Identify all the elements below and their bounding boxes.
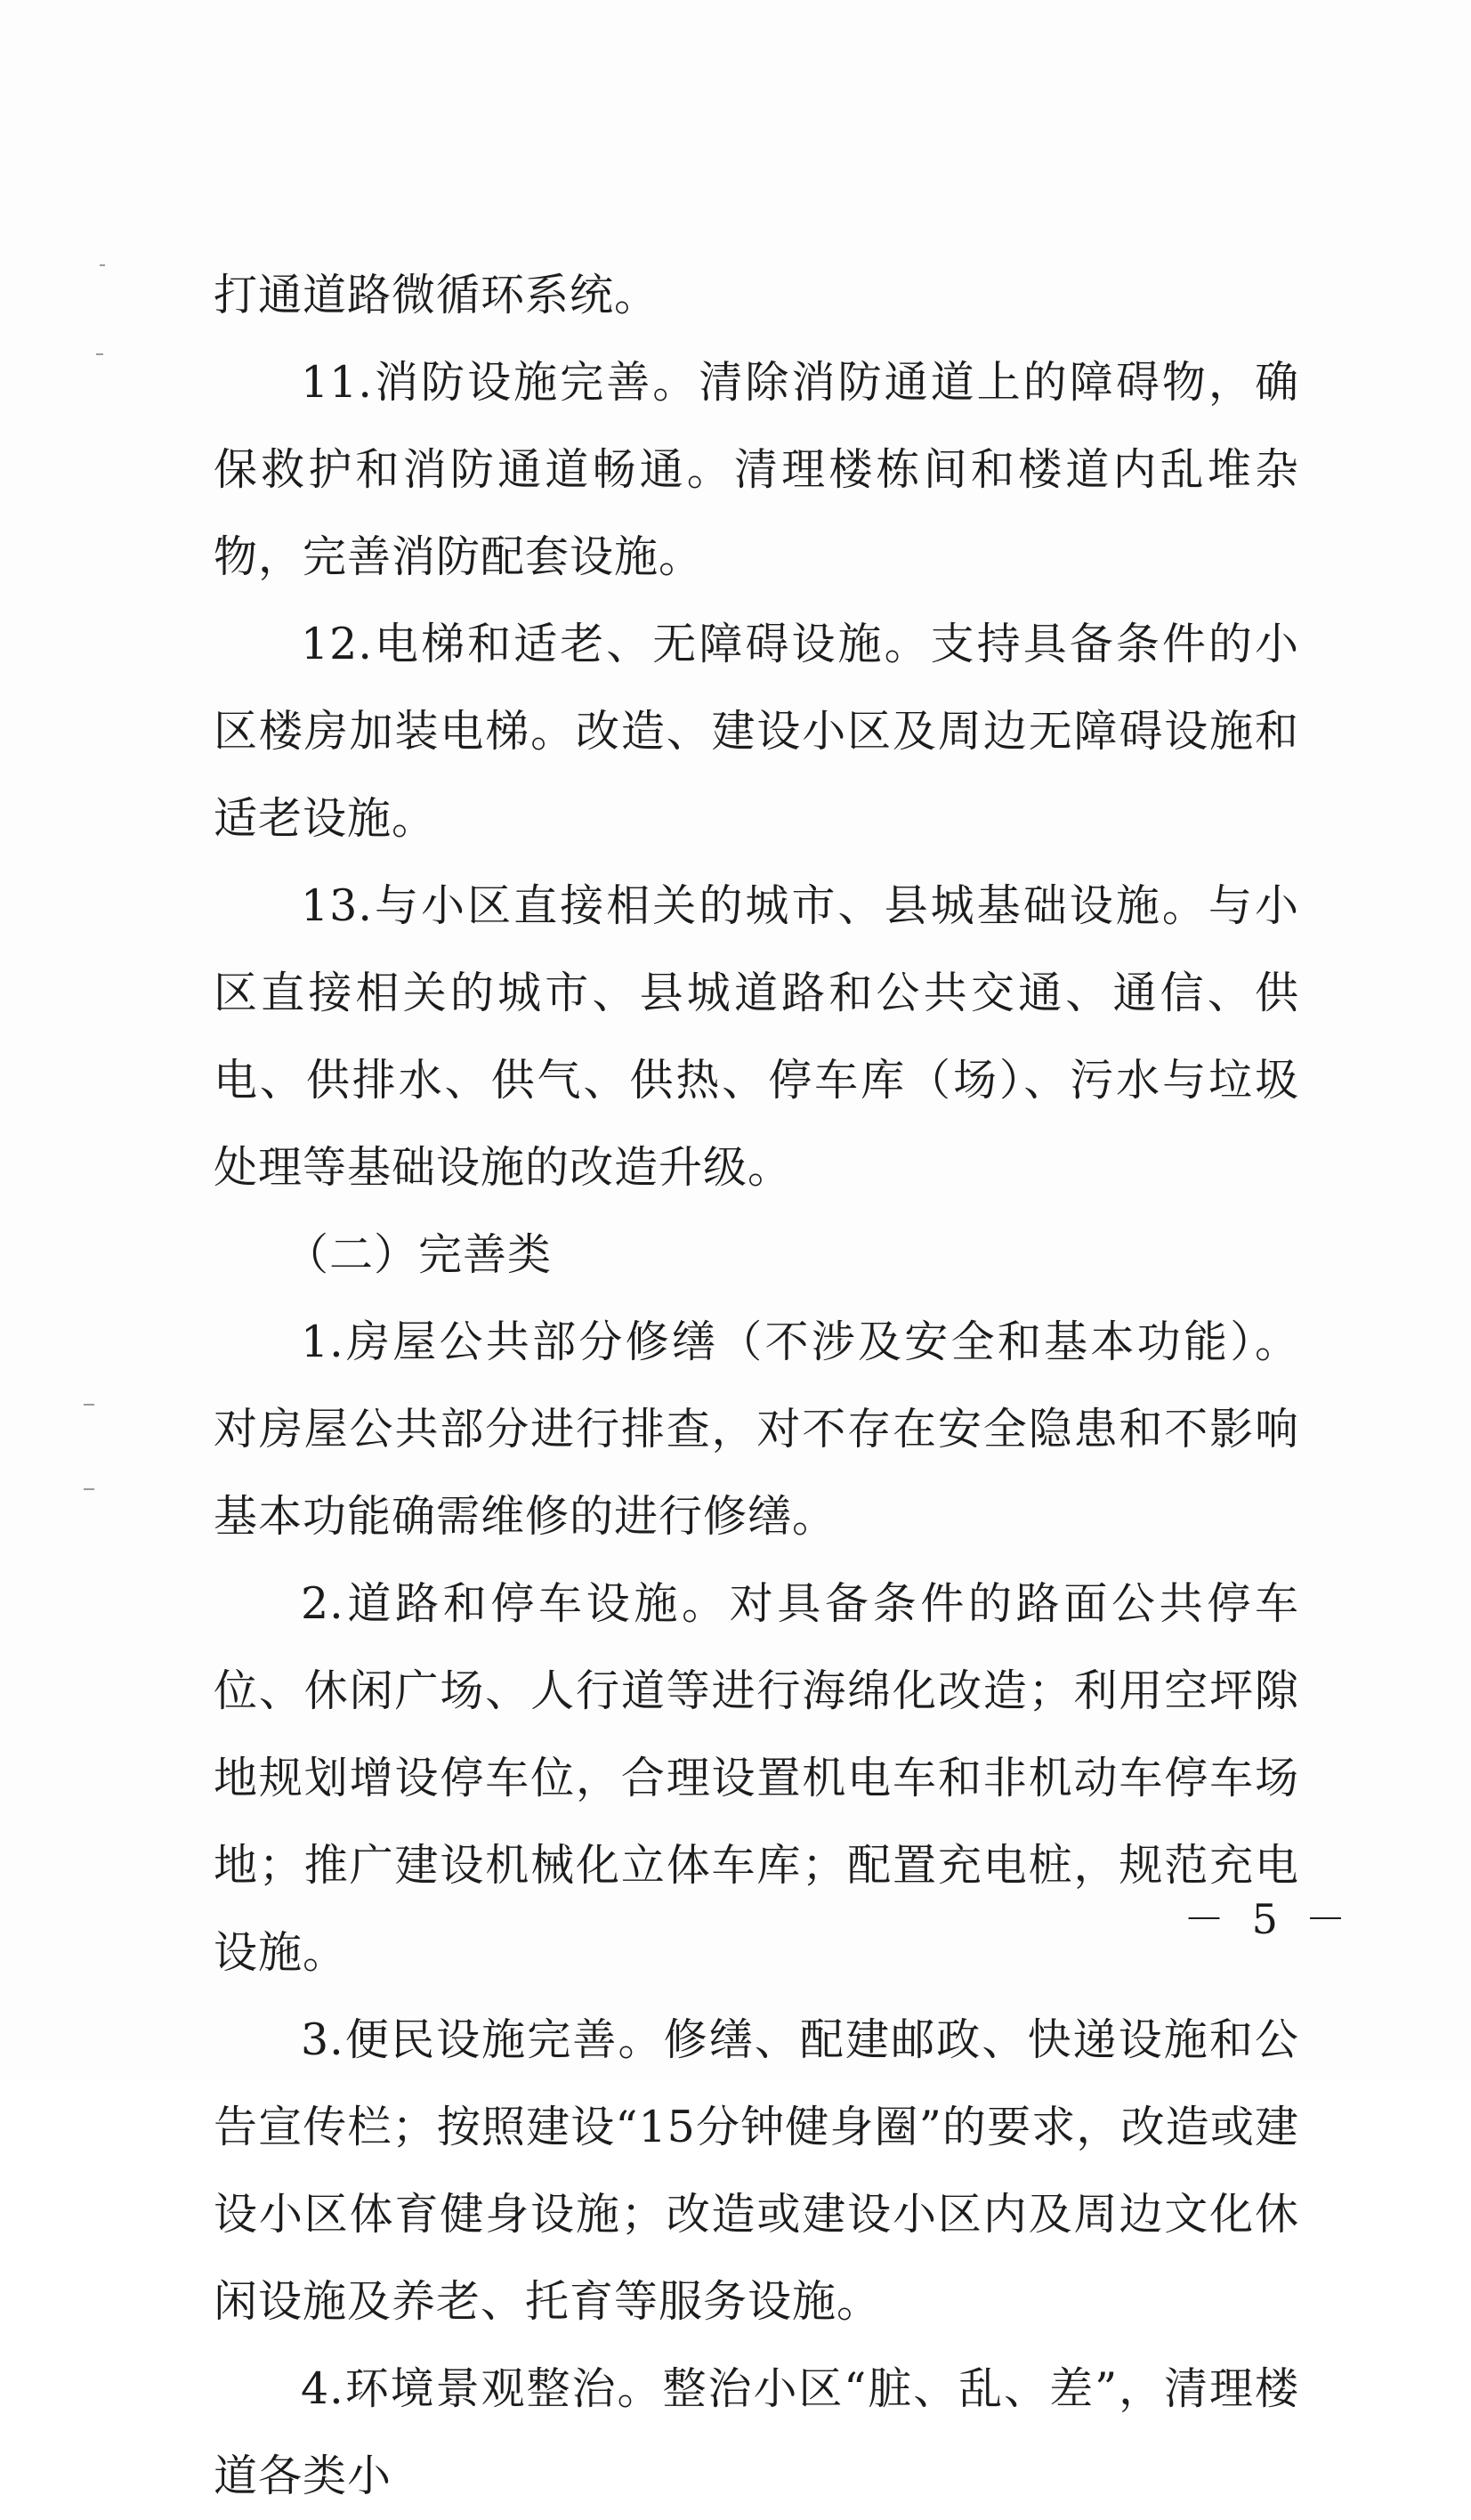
scan-mark xyxy=(100,264,105,266)
paragraph-item-1: 1.房屋公共部分修缮（不涉及安全和基本功能）。对房屋公共部分进行排查，对不存在安全隐患和不影响基本功能确需维修的进行修缮。 xyxy=(214,1317,1299,1542)
paragraph-item-3: 3.便民设施完善。修缮、配建邮政、快递设施和公告宣传栏；按照建设“15分钟健身圈”的要求，改造或建设小区体育健身设施；改造或建设小区内及周边文化休闲设施及养老、托育等服务设施。 xyxy=(214,2014,1299,2327)
paragraph-item-13: 13.与小区直接相关的城市、县城基础设施。与小区直接相关的城市、县城道路和公共交通、通信、供电、供排水、供气、供热、停车库（场）、污水与垃圾处理等基础设施的改造升级。 xyxy=(214,880,1299,1193)
section-heading: （二）完善类 xyxy=(285,1229,553,1280)
scan-mark xyxy=(96,353,103,355)
paragraph-item-2: 2.道路和停车设施。对具备条件的路面公共停车位、休闲广场、人行道等进行海绵化改造；利用空坪隙地规划增设停车位，合理设置机电车和非机动车停车场地；推广建设机械化立体车库；配置充电桩，规范充电设施。 xyxy=(214,1578,1299,1978)
paragraph-item-11: 11.消防设施完善。清除消防通道上的障碍物，确保救护和消防通道畅通。清理楼栋间和楼道内乱堆杂物，完善消防配套设施。 xyxy=(214,357,1299,582)
body-text xyxy=(214,252,1299,2520)
page-number: － 5 － xyxy=(1184,1895,1354,1943)
paragraph-item-12: 12.电梯和适老、无障碍设施。支持具备条件的小区楼房加装电梯。改造、建设小区及周边无障碍设施和适老设施。 xyxy=(214,619,1299,844)
scan-mark xyxy=(84,1404,94,1406)
scan-mark xyxy=(84,1488,94,1490)
paragraph-item-4: 4.环境景观整治。整治小区“脏、乱、差”，清理楼道各类小 xyxy=(214,2363,1299,2501)
paragraph-continuation: 打通道路微循环系统。 xyxy=(214,270,659,320)
